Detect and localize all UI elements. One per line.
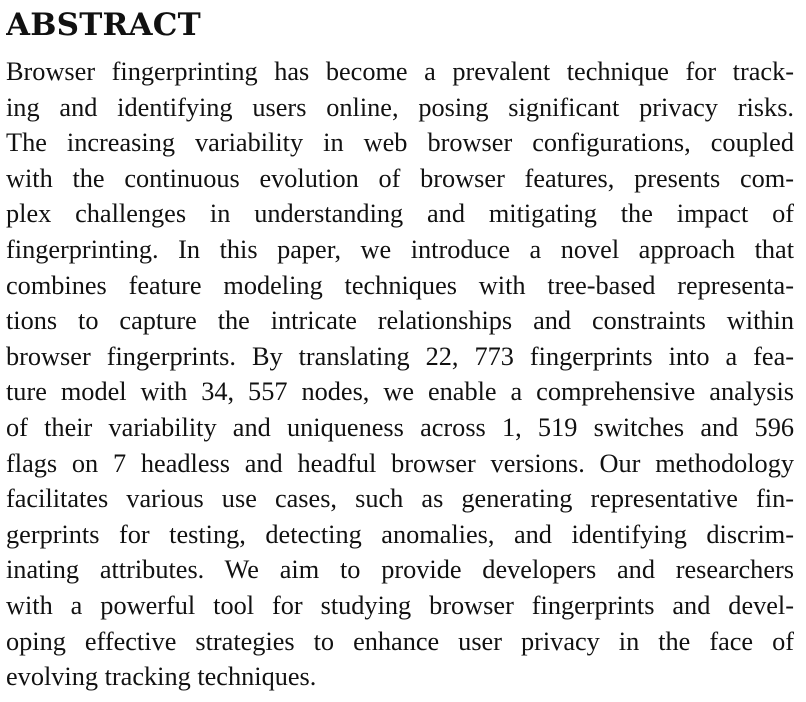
abstract-line: The increasing variability in web browser configurations, coupled (6, 128, 794, 158)
abstract-line: gerprints for testing, detecting anomalies, and identifying discrim- (6, 519, 794, 549)
abstract-line: evolving tracking techniques. (6, 662, 317, 692)
abstract-line: inating attributes. We aim to provide developers and researchers (6, 555, 794, 585)
abstract-line: fingerprinting. In this paper, we introduce a novel approach that (6, 234, 794, 264)
abstract-line: facilitates various use cases, such as generating representative fin- (6, 484, 794, 514)
abstract-line: oping effective strategies to enhance user privacy in the face of (6, 626, 794, 656)
abstract-line: with a powerful tool for studying browser fingerprints and devel- (6, 590, 794, 620)
abstract-paragraph (6, 54, 794, 695)
abstract-line: ture model with 34, 557 nodes, we enable a comprehensive analysis (6, 377, 794, 407)
abstract-line: with the continuous evolution of browser features, presents com- (6, 163, 794, 193)
abstract-line: combines feature modeling techniques with tree-based representa- (6, 270, 794, 300)
abstract-line: plex challenges in understanding and mitigating the impact of (6, 199, 794, 229)
abstract-line: tions to capture the intricate relationships and constraints within (6, 306, 794, 336)
abstract-section (6, 0, 794, 702)
abstract-line: browser fingerprints. By translating 22, 773 fingerprints into a fea- (6, 341, 794, 371)
abstract-line: flags on 7 headless and headful browser versions. Our methodology (6, 448, 794, 478)
abstract-line: ing and identifying users online, posing significant privacy risks. (6, 92, 794, 122)
abstract-line: Browser fingerprinting has become a prevalent technique for track- (6, 57, 794, 86)
section-heading: ABSTRACT (6, 7, 201, 43)
abstract-line: of their variability and uniqueness across 1, 519 switches and 596 (6, 412, 794, 442)
